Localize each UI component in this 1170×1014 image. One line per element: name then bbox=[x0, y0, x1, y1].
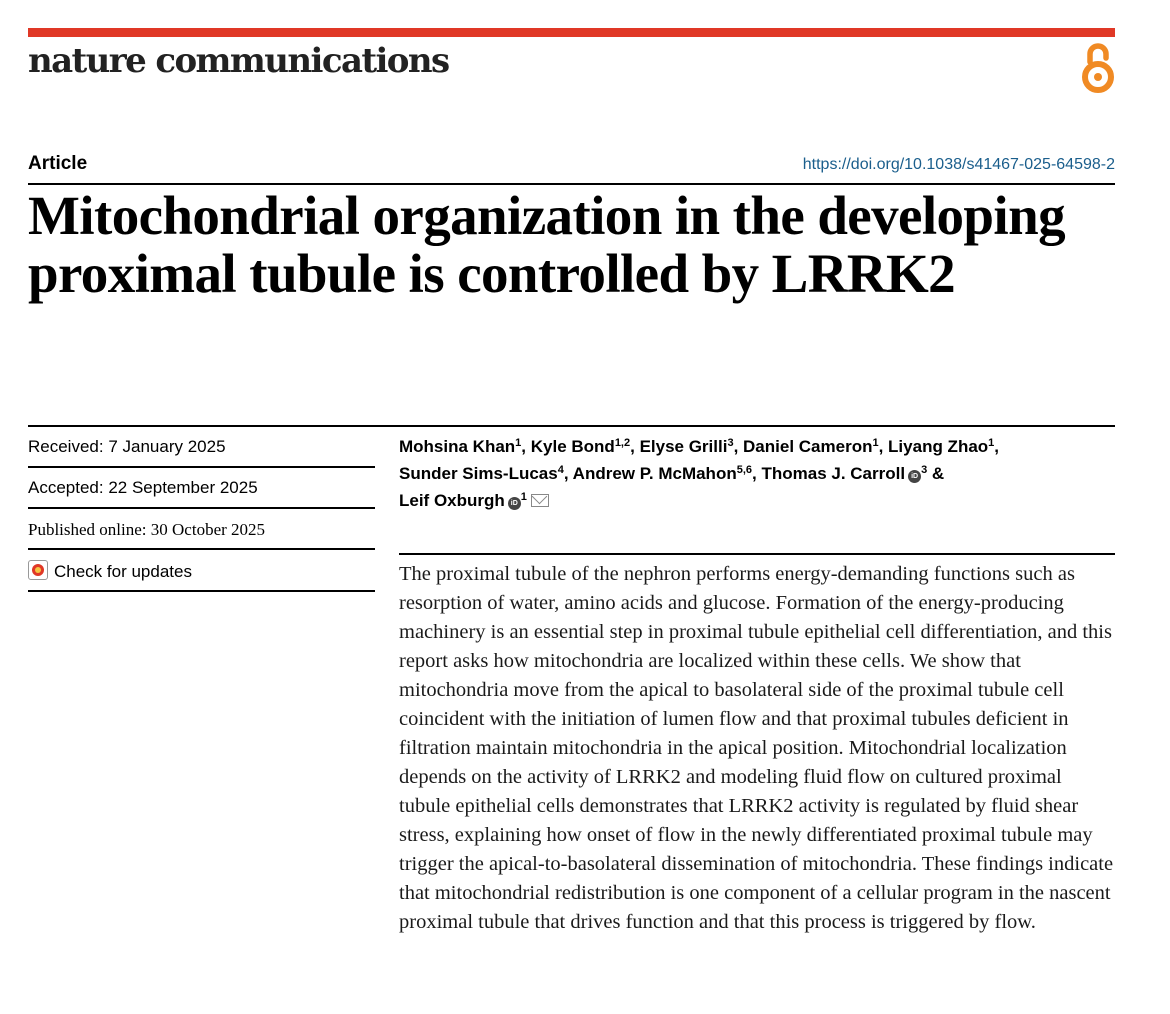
affiliation-ref[interactable]: 1 bbox=[515, 437, 522, 449]
meta-divider bbox=[28, 425, 1115, 427]
author-separator: , bbox=[521, 437, 531, 456]
author-separator: , bbox=[878, 437, 889, 456]
orcid-icon[interactable]: iD bbox=[908, 470, 921, 483]
meta-separator bbox=[28, 507, 375, 509]
header-accent-bar bbox=[28, 28, 1115, 37]
orcid-icon[interactable]: iD bbox=[508, 497, 521, 510]
affiliation-ref[interactable]: 1 bbox=[520, 491, 527, 503]
check-for-updates-icon bbox=[28, 560, 48, 580]
check-for-updates-button[interactable] bbox=[28, 560, 375, 583]
abstract-divider bbox=[399, 553, 1115, 555]
journal-name[interactable]: nature communications bbox=[28, 41, 449, 81]
article-title: Mitochondrial organization in the developing proximal tubule is controlled by LRRK2 bbox=[28, 185, 1065, 304]
affiliation-ref[interactable]: 4 bbox=[557, 464, 564, 476]
article-type: Article bbox=[28, 153, 88, 174]
abstract-text: The proximal tubule of the nephron performs energy-demanding functions such as resorption of water, amino acids and glucose. Formation of the energy-producing machinery is an essential step in proximal tubule epithelial cell differentiation, and this report asks how mitochondria are localized within these cells. We show that mitochondria move from the apical to basolateral side of the proximal tubule cell coincident with the initiation of lumen flow and that proximal tubules deficient in filtration maintain mitochondria in the apical position. Mitochondrial localization depends on the activity of LRRK2 and modeling fluid flow on cultured proximal tubule epithelial cells demonstrates that LRRK2 activity is regulated by fluid shear stress, explaining how onset of flow in the newly differentiated proximal tubule may trigger the apical-to-basolateral dissemination of mitochondria. These findings indicate that mitochondrial redistribution is one component of a cellular program in the nascent proximal tubule that drives function and that this process is triggered by flow. bbox=[399, 563, 1114, 933]
author-name[interactable]: Elyse Grilli bbox=[639, 437, 728, 456]
open-access-icon bbox=[1080, 40, 1116, 96]
affiliation-ref[interactable]: 1 bbox=[872, 437, 879, 449]
author-name[interactable]: Kyle Bond bbox=[530, 437, 615, 456]
author-name[interactable]: Liyang Zhao bbox=[888, 437, 989, 456]
meta-separator bbox=[28, 590, 375, 592]
author-name[interactable]: Mohsina Khan bbox=[399, 437, 516, 456]
received-date: Received: 7 January 2025 bbox=[28, 437, 226, 456]
affiliation-ref[interactable]: 1,2 bbox=[614, 437, 631, 449]
doi-link[interactable]: https://doi.org/10.1038/s41467-025-64598-2 bbox=[802, 156, 1115, 173]
author-separator: , bbox=[630, 437, 640, 456]
affiliation-ref[interactable]: 1 bbox=[988, 437, 995, 449]
author-separator: , bbox=[563, 464, 573, 483]
meta-separator bbox=[28, 548, 375, 550]
affiliation-ref[interactable]: 3 bbox=[727, 437, 734, 449]
mail-icon[interactable] bbox=[531, 494, 549, 507]
author-list bbox=[399, 433, 1115, 514]
author-name[interactable]: Leif Oxburgh bbox=[399, 491, 505, 510]
author-name[interactable]: Thomas J. Carroll bbox=[761, 464, 906, 483]
accepted-date: Accepted: 22 September 2025 bbox=[28, 478, 258, 497]
author-separator: & bbox=[927, 464, 945, 483]
author-separator: , bbox=[994, 437, 1000, 456]
author-name[interactable]: Daniel Cameron bbox=[743, 437, 873, 456]
author-name[interactable]: Sunder Sims-Lucas bbox=[399, 464, 558, 483]
author-separator: , bbox=[752, 464, 762, 483]
affiliation-ref[interactable]: 5,6 bbox=[736, 464, 753, 476]
check-for-updates-label: Check for updates bbox=[54, 562, 192, 581]
published-date: Published online: 30 October 2025 bbox=[28, 520, 266, 539]
author-name[interactable]: Andrew P. McMahon bbox=[572, 464, 737, 483]
affiliation-ref[interactable]: 3 bbox=[921, 464, 928, 476]
author-separator: , bbox=[733, 437, 744, 456]
meta-separator bbox=[28, 466, 375, 468]
